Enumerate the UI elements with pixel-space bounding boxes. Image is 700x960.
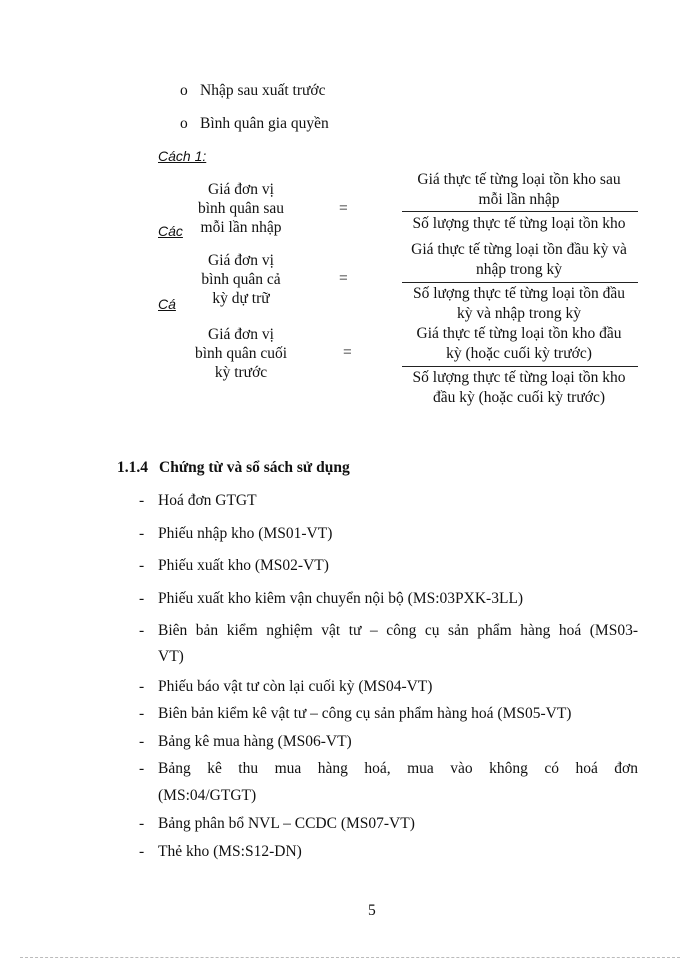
numerator-line: Giá thực tế từng loại tồn kho sau [417,171,621,188]
list-item-continuation: VT) [158,648,184,665]
section-title: Chứng từ và sổ sách sử dụng [159,459,350,476]
formula-3-denominator [400,368,638,408]
label-line: Giá đơn vị [208,326,274,343]
formula-2-denominator [400,284,638,324]
section-number: 1.1.4 [117,459,148,476]
method-label: Cách 1: [158,148,207,164]
list-item: Bảng phân bổ NVL – CCDC (MS07-VT) [158,815,415,832]
fraction-bar [402,366,638,367]
dash-bullet: - [139,590,145,607]
formula-1-numerator [400,170,638,210]
denominator-line: kỳ và nhập trong kỳ [457,305,581,322]
bullet-text: Nhập sau xuất trước [200,82,326,99]
label-line: kỳ trước [214,364,268,381]
equals-sign: = [339,200,348,217]
list-item: Hoá đơn GTGT [158,492,257,509]
fraction-bar [402,211,638,212]
dash-bullet: - [139,678,145,695]
bullet-circle-icon: o [180,82,188,99]
formula-1-label [176,180,306,237]
truncated-label: Cá [158,296,176,312]
dash-bullet: - [139,622,145,639]
list-item: Thẻ kho (MS:S12-DN) [158,843,302,860]
list-item: Phiếu báo vật tư còn lại cuối kỳ (MS04-VT) [158,678,433,695]
label-line: bình quân cả [201,271,281,288]
list-item: Biên bản kiểm kê vật tư – công cụ sản phẩm hàng hoá (MS05-VT) [158,705,572,722]
bullet-circle-icon: o [180,115,188,132]
denominator-line: Số lượng thực tế từng loại tồn kho [412,369,626,386]
numerator-line: mỗi lần nhập [478,191,560,208]
formula-3-label [176,325,306,382]
formula-3-numerator [400,324,638,364]
equals-sign: = [339,270,348,287]
numerator-line: kỳ (hoặc cuối kỳ trước) [446,345,592,362]
dash-bullet: - [139,733,145,750]
formula-2-numerator [400,240,638,280]
truncated-label: Các [158,223,183,239]
label-line: bình quân cuối [194,345,288,362]
dash-bullet: - [139,557,145,574]
bullet-text: Bình quân gia quyền [200,115,329,132]
list-item: Bảng kê mua hàng (MS06-VT) [158,733,352,750]
label-line: Giá đơn vị [208,181,274,198]
dash-bullet: - [139,705,145,722]
list-item: Phiếu xuất kho (MS02-VT) [158,557,329,574]
formula-1-denominator [400,214,638,234]
denominator-line: đầu kỳ (hoặc cuối kỳ trước) [433,389,605,406]
dash-bullet: - [139,815,145,832]
list-item: Biên bản kiểm nghiệm vật tư – công cụ sản phẩm hàng hoá (MS03- [158,622,638,639]
denominator-line: Số lượng thực tế từng loại tồn kho [412,215,626,232]
label-line: mỗi lần nhập [200,219,282,236]
label-line: Giá đơn vị [208,252,274,269]
dash-bullet: - [139,492,145,509]
label-line: bình quân sau [197,200,285,217]
fraction-bar [402,282,638,283]
numerator-line: Giá thực tế từng loại tồn kho đầu [416,325,622,342]
dash-bullet: - [139,760,145,777]
page-bottom-divider [20,957,680,958]
dash-bullet: - [139,525,145,542]
equals-sign: = [343,344,352,361]
denominator-line: Số lượng thực tế từng loại tồn đầu [412,285,626,302]
list-item: Bảng kê thu mua hàng hoá, mua vào không có hoá đơn [158,760,638,777]
numerator-line: Giá thực tế từng loại tồn đầu kỳ và [411,241,627,258]
list-item-continuation: (MS:04/GTGT) [158,787,257,804]
label-line: kỳ dự trữ [212,290,270,307]
dash-bullet: - [139,843,145,860]
list-item: Phiếu nhập kho (MS01-VT) [158,525,333,542]
list-item: Phiếu xuất kho kiêm vận chuyển nội bộ (MS:03PXK-3LL) [158,590,524,607]
page-number: 5 [368,902,376,919]
formula-2-label [176,251,306,308]
numerator-line: nhập trong kỳ [475,261,563,278]
